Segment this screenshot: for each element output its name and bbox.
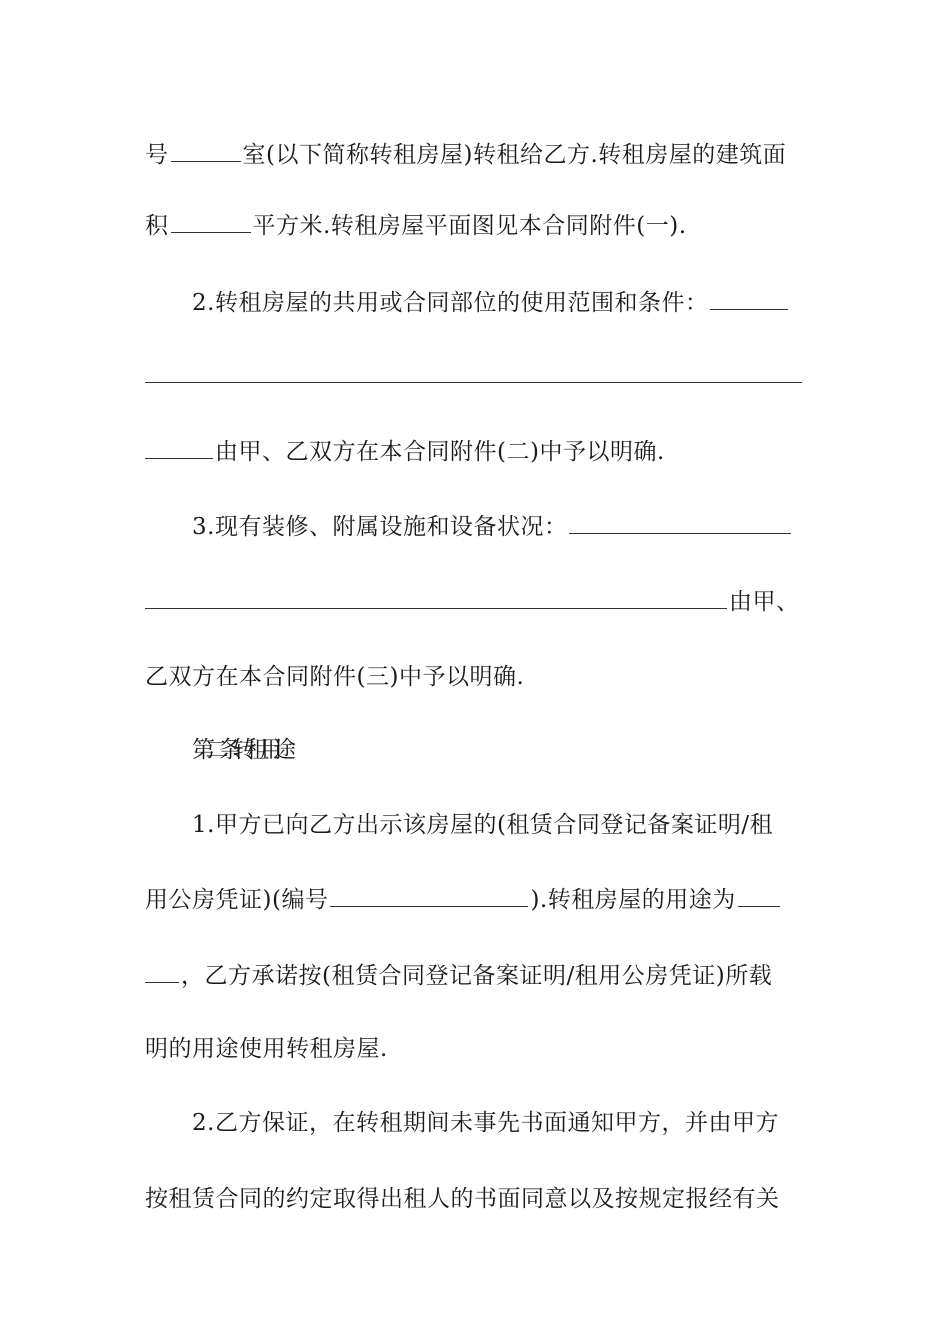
text-line <box>145 960 807 991</box>
text-line <box>145 1034 807 1064</box>
fill-blank-purpose <box>738 884 780 907</box>
text-line <box>192 810 807 840</box>
text-segment: 按租赁合同的约定取得出租人的书面同意以及按规定报经有关 <box>145 1186 780 1212</box>
text-segment: 乙双方在本合同附件(三)中予以明确. <box>145 664 525 690</box>
text-segment: ).转租房屋的用途为 <box>530 887 736 913</box>
text-line <box>192 511 807 542</box>
article-title <box>192 735 854 765</box>
text-line <box>145 1184 807 1214</box>
fill-blank-full-line <box>145 382 802 383</box>
fill-blank-usage-scope <box>710 287 788 310</box>
text-segment: 2.转租房屋的共用或合同部位的使用范围和条件： <box>192 290 709 316</box>
text-segment: 积 <box>145 213 169 239</box>
text-line <box>145 210 807 241</box>
fill-blank-decoration-status-cont <box>145 586 727 609</box>
fill-blank-decoration-status <box>569 511 791 534</box>
fill-blank-room-number <box>171 139 241 162</box>
text-segment: 号 <box>145 142 169 168</box>
text-segment: 1.甲方已向乙方出示该房屋的(租赁合同登记备案证明/租 <box>192 812 774 838</box>
fill-blank-purpose-cont <box>145 960 179 983</box>
fill-blank-certificate-number <box>330 884 528 907</box>
text-line <box>145 662 807 692</box>
text-segment: 3.现有装修、附属设施和设备状况： <box>192 514 568 540</box>
text-line <box>192 287 807 318</box>
text-line <box>145 586 807 617</box>
text-segment: 明的用途使用转租房屋. <box>145 1036 388 1062</box>
text-segment: ，乙方承诺按(租赁合同登记备案证明/租用公房凭证)所载 <box>181 963 773 989</box>
text-line <box>145 436 807 467</box>
text-line <box>145 139 807 170</box>
article-title-text: 第二条转租用途 <box>192 737 287 763</box>
text-segment: 室(以下简称转租房屋)转租给乙方.转租房屋的建筑面 <box>242 142 787 168</box>
text-line <box>192 1108 807 1138</box>
text-segment: 由甲、乙双方在本合同附件(二)中予以明确. <box>215 439 665 465</box>
text-line <box>145 884 807 915</box>
fill-blank-area <box>171 210 251 233</box>
text-segment: 平方米.转租房屋平面图见本合同附件(一). <box>252 213 687 239</box>
text-segment: 2.乙方保证，在转租期间未事先书面通知甲方，并由甲方 <box>192 1110 779 1136</box>
fill-blank-usage-scope-cont <box>145 436 213 459</box>
text-segment: 用公房凭证)(编号 <box>145 887 329 913</box>
text-segment: 由甲、 <box>729 589 800 615</box>
